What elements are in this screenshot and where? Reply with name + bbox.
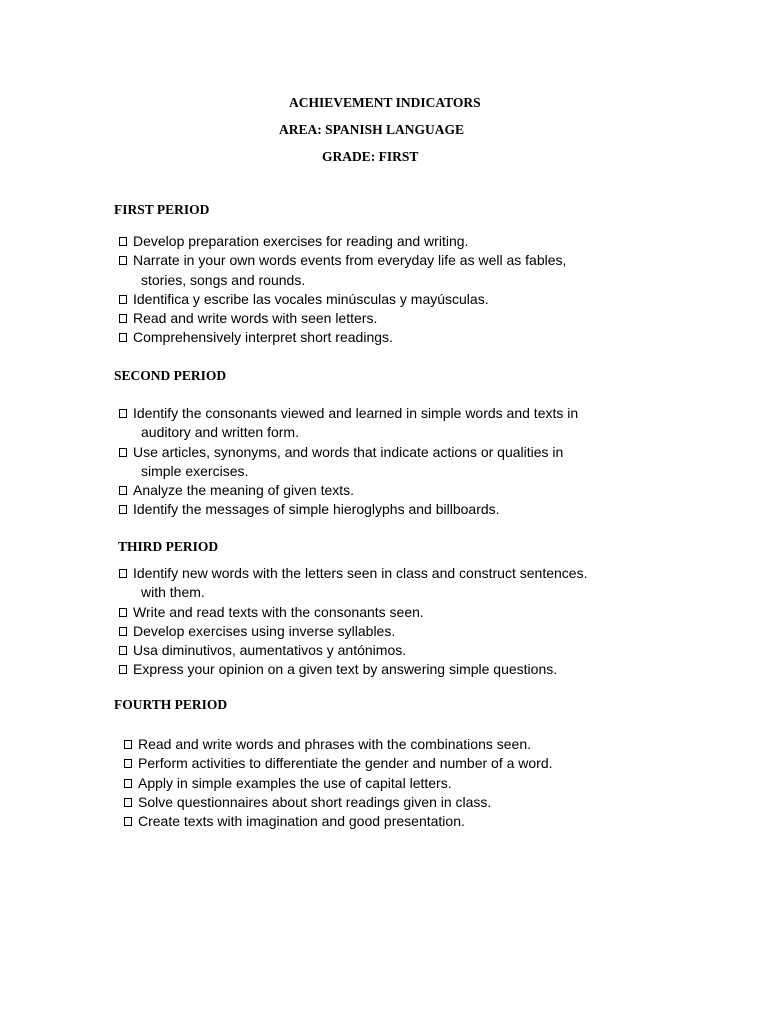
- bullet-box-icon: [119, 627, 127, 636]
- list-item: Analyze the meaning of given texts.: [119, 481, 578, 500]
- list-item: Comprehensively interpret short readings.: [119, 328, 566, 347]
- section-heading-second-period: SECOND PERIOD: [114, 368, 227, 383]
- bullet-box-icon: [124, 779, 132, 788]
- second-period-list: [119, 404, 578, 520]
- section-heading-fourth-period: FOURTH PERIOD: [114, 697, 228, 712]
- list-item: Write and read texts with the consonants seen.: [119, 603, 587, 622]
- list-item: Use articles, synonyms, and words that indicate actions or qualities in simple exercises.: [119, 443, 578, 482]
- list-item: Apply in simple examples the use of capital letters.: [124, 774, 553, 793]
- third-period-list: [119, 564, 587, 680]
- list-item: Read and write words and phrases with the combinations seen.: [124, 735, 553, 754]
- grade-line: GRADE: FIRST: [322, 149, 419, 164]
- list-item: Create texts with imagination and good presentation.: [124, 812, 553, 831]
- bullet-box-icon: [124, 798, 132, 807]
- list-item: Usa diminutivos, aumentativos y antónimos.: [119, 641, 587, 660]
- bullet-box-icon: [119, 237, 127, 246]
- list-item: Identify new words with the letters seen in class and construct sentences. with them.: [119, 564, 587, 603]
- bullet-box-icon: [119, 569, 127, 578]
- bullet-box-icon: [124, 740, 132, 749]
- list-item: Develop preparation exercises for reading and writing.: [119, 232, 566, 251]
- list-item: Perform activities to differentiate the gender and number of a word.: [124, 754, 553, 773]
- first-period-list: [119, 232, 566, 348]
- section-heading-third-period: THIRD PERIOD: [118, 539, 219, 554]
- bullet-box-icon: [119, 448, 127, 457]
- list-item: Identifica y escribe las vocales minúsculas y mayúsculas.: [119, 290, 566, 309]
- bullet-box-icon: [119, 256, 127, 265]
- list-item: Identify the consonants viewed and learned in simple words and texts in auditory and written form.: [119, 404, 578, 443]
- area-line: AREA: SPANISH LANGUAGE: [279, 122, 465, 137]
- document-title: ACHIEVEMENT INDICATORS: [289, 95, 481, 110]
- list-item: Solve questionnaires about short readings given in class.: [124, 793, 553, 812]
- fourth-period-list: [124, 735, 553, 831]
- list-item: Develop exercises using inverse syllables.: [119, 622, 587, 641]
- section-heading-first-period: FIRST PERIOD: [114, 202, 210, 217]
- list-item: Identify the messages of simple hieroglyphs and billboards.: [119, 500, 578, 519]
- bullet-box-icon: [119, 409, 127, 418]
- list-item: Narrate in your own words events from everyday life as well as fables, stories, songs and rounds.: [119, 251, 566, 290]
- bullet-box-icon: [124, 759, 132, 768]
- bullet-box-icon: [119, 608, 127, 617]
- bullet-box-icon: [119, 646, 127, 655]
- bullet-box-icon: [119, 665, 127, 674]
- bullet-box-icon: [119, 333, 127, 342]
- bullet-box-icon: [119, 486, 127, 495]
- bullet-box-icon: [124, 817, 132, 826]
- bullet-box-icon: [119, 295, 127, 304]
- bullet-box-icon: [119, 505, 127, 514]
- list-item: Read and write words with seen letters.: [119, 309, 566, 328]
- bullet-box-icon: [119, 314, 127, 323]
- list-item: Express your opinion on a given text by answering simple questions.: [119, 660, 587, 679]
